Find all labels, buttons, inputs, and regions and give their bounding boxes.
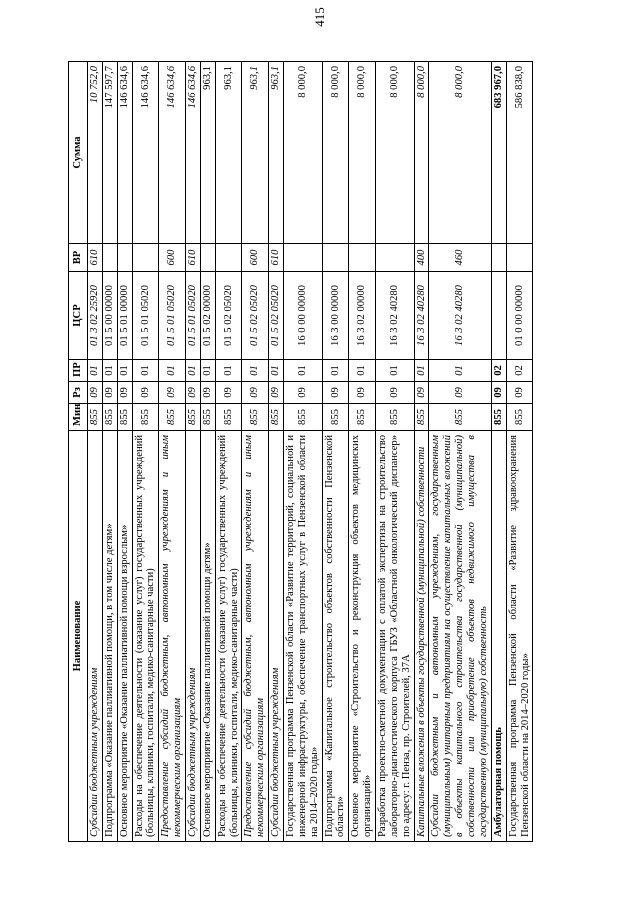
cell-name: Субсидии бюджетным учреждениям (269, 431, 284, 842)
cell-min: 855 (429, 404, 491, 431)
cell-name: Разработка проектно-сметной документации с оплатой экспертизы на строительство лабораторно-диагностического корпуса ГБУЗ «Областной онкологический диспансер» по адресу: г. Пенза, пр. Строителей, 37А (376, 431, 415, 842)
cell-csr: 16 3 02 40280 (429, 272, 491, 360)
rotated-table-wrapper (68, 62, 600, 842)
table-row (269, 62, 284, 842)
cell-min: 855 (414, 404, 429, 431)
cell-rz: 09 (242, 382, 269, 404)
table-row (284, 62, 323, 842)
cell-vr (200, 244, 215, 272)
cell-min: 855 (159, 404, 186, 431)
cell-pr: 01 (322, 360, 349, 382)
cell-sum: 146 634,6 (186, 62, 201, 244)
cell-rz: 09 (215, 382, 242, 404)
cell-min: 855 (269, 404, 284, 431)
table-row (132, 62, 159, 842)
cell-min: 855 (284, 404, 323, 431)
cell-pr: 01 (429, 360, 491, 382)
table-row (322, 62, 349, 842)
cell-pr: 01 (132, 360, 159, 382)
cell-name: Субсидии бюджетным учреждениям (88, 431, 103, 842)
cell-sum: 963,1 (242, 62, 269, 244)
cell-rz: 09 (322, 382, 349, 404)
cell-name: Субсидии бюджетным учреждениям (186, 431, 201, 842)
cell-vr (102, 244, 117, 272)
cell-sum: 147 597,7 (102, 62, 117, 244)
cell-pr: 01 (88, 360, 103, 382)
cell-min: 855 (200, 404, 215, 431)
cell-vr (132, 244, 159, 272)
cell-pr: 01 (349, 360, 376, 382)
cell-name: Амбулаторная помощь (491, 431, 506, 842)
cell-name: Предоставление субсидий бюджетным, автономным учреждениям и иным некоммерческим организациям (242, 431, 269, 842)
cell-sum: 8 000,0 (322, 62, 349, 244)
cell-name: Основное мероприятие «Оказание паллиативной помощи взрослым» (117, 431, 132, 842)
cell-rz: 09 (429, 382, 491, 404)
table-row (376, 62, 415, 842)
cell-vr (322, 244, 349, 272)
cell-sum: 146 634,6 (132, 62, 159, 244)
cell-csr: 01 5 02 05020 (269, 272, 284, 360)
cell-csr: 16 3 00 00000 (322, 272, 349, 360)
cell-pr: 01 (269, 360, 284, 382)
cell-sum: 963,1 (269, 62, 284, 244)
cell-vr: 610 (88, 244, 103, 272)
cell-sum: 586 838,0 (506, 62, 533, 244)
cell-vr: 400 (414, 244, 429, 272)
table-row (429, 62, 491, 842)
cell-rz: 09 (269, 382, 284, 404)
cell-pr: 01 (117, 360, 132, 382)
cell-name: Государственная программа Пензенской области «Развитие территорий, социальной и инженерной инфраструктуры, обеспечение транспортных услуг в Пензенской области на 2014–2020 годы» (284, 431, 323, 842)
cell-pr: 01 (159, 360, 186, 382)
cell-name: Предоставление субсидий бюджетным, автономным учреждениям и иным некоммерческим организациям (159, 431, 186, 842)
header-min: Мин (69, 404, 88, 431)
cell-name: Подпрограмма «Капитальное строительство объектов собственности Пензенской области» (322, 431, 349, 842)
cell-vr: 610 (269, 244, 284, 272)
cell-csr: 01 5 01 00000 (117, 272, 132, 360)
cell-csr: 16 3 02 40280 (376, 272, 415, 360)
table-body (88, 62, 533, 842)
cell-min: 855 (506, 404, 533, 431)
cell-pr: 01 (242, 360, 269, 382)
cell-vr (349, 244, 376, 272)
cell-sum: 146 634,6 (159, 62, 186, 244)
table-row (242, 62, 269, 842)
cell-sum: 8 000,0 (414, 62, 429, 244)
cell-vr (215, 244, 242, 272)
cell-vr: 600 (159, 244, 186, 272)
cell-sum: 146 634,6 (117, 62, 132, 244)
cell-rz: 09 (186, 382, 201, 404)
cell-vr (284, 244, 323, 272)
cell-vr: 610 (186, 244, 201, 272)
cell-rz: 09 (491, 382, 506, 404)
cell-sum: 8 000,0 (376, 62, 415, 244)
cell-rz: 09 (506, 382, 533, 404)
table-row (186, 62, 201, 842)
cell-vr (117, 244, 132, 272)
cell-sum: 8 000,0 (429, 62, 491, 244)
cell-pr: 02 (506, 360, 533, 382)
cell-pr: 01 (376, 360, 415, 382)
cell-rz: 09 (88, 382, 103, 404)
cell-name: Основное мероприятие «Оказание паллиативной помощи детям» (200, 431, 215, 842)
cell-pr: 02 (491, 360, 506, 382)
cell-rz: 09 (414, 382, 429, 404)
cell-csr: 16 3 02 00000 (349, 272, 376, 360)
cell-min: 855 (491, 404, 506, 431)
cell-vr: 460 (429, 244, 491, 272)
header-pr: ПР (69, 360, 88, 382)
table-row (88, 62, 103, 842)
cell-csr: 01 5 01 05020 (186, 272, 201, 360)
cell-pr: 01 (102, 360, 117, 382)
cell-pr: 01 (200, 360, 215, 382)
cell-rz: 09 (102, 382, 117, 404)
cell-sum: 8 000,0 (349, 62, 376, 244)
header-name: Наименование (69, 431, 88, 842)
table-row (349, 62, 376, 842)
cell-rz: 09 (200, 382, 215, 404)
cell-csr: 01 5 01 05020 (132, 272, 159, 360)
header-csr: ЦСР (69, 272, 88, 360)
table-row (102, 62, 117, 842)
cell-name: Расходы на обеспечение деятельности (оказание услуг) государственных учреждений (больницы, клиники, госпитали, медико-санитарные части) (215, 431, 242, 842)
cell-rz: 09 (376, 382, 415, 404)
cell-rz: 09 (284, 382, 323, 404)
cell-csr: 16 0 00 00000 (284, 272, 323, 360)
cell-csr (491, 272, 506, 360)
cell-min: 855 (88, 404, 103, 431)
cell-csr: 01 5 00 00000 (102, 272, 117, 360)
cell-sum: 963,1 (215, 62, 242, 244)
cell-min: 855 (186, 404, 201, 431)
cell-vr: 600 (242, 244, 269, 272)
table-row (117, 62, 132, 842)
cell-min: 855 (376, 404, 415, 431)
cell-name: Субсидии бюджетным и автономным учреждениям, государственным (муниципальным) унитарным предприятиям на осуществление капитальных вложений в объекты капитального строительства государственной (муниципальной) собственности или приобретение объектов недвижимого имущества в государственную (муниципальную) собственность (429, 431, 491, 842)
cell-rz: 09 (132, 382, 159, 404)
table-header-row (69, 62, 88, 842)
header-vr: ВР (69, 244, 88, 272)
cell-vr (376, 244, 415, 272)
cell-csr: 01 5 02 00000 (200, 272, 215, 360)
cell-csr: 01 3 02 25920 (88, 272, 103, 360)
cell-name: Основное мероприятие «Строительство и реконструкция объектов медицинских организаций» (349, 431, 376, 842)
cell-csr: 01 5 02 05020 (242, 272, 269, 360)
table-row (200, 62, 215, 842)
cell-pr: 01 (284, 360, 323, 382)
cell-min: 855 (132, 404, 159, 431)
cell-name: Капитальные вложения в объекты государственной (муниципальной) собственности (414, 431, 429, 842)
cell-rz: 09 (159, 382, 186, 404)
table-row (215, 62, 242, 842)
header-rz: Рз (69, 382, 88, 404)
table-row (159, 62, 186, 842)
cell-sum: 8 000,0 (284, 62, 323, 244)
cell-min: 855 (117, 404, 132, 431)
cell-rz: 09 (349, 382, 376, 404)
cell-csr: 01 5 02 05020 (215, 272, 242, 360)
cell-vr (491, 244, 506, 272)
header-sum: Сумма (69, 62, 88, 244)
cell-pr: 01 (215, 360, 242, 382)
cell-sum: 683 967,0 (491, 62, 506, 244)
cell-min: 855 (215, 404, 242, 431)
cell-pr: 01 (186, 360, 201, 382)
table-row (506, 62, 533, 842)
table-row (414, 62, 429, 842)
cell-sum: 963,1 (200, 62, 215, 244)
cell-csr: 16 3 02 40280 (414, 272, 429, 360)
table-row (491, 62, 506, 842)
page-number: 415 (312, 7, 327, 27)
cell-min: 855 (349, 404, 376, 431)
cell-min: 855 (322, 404, 349, 431)
cell-sum: 10 752,0 (88, 62, 103, 244)
cell-csr: 01 0 00 00000 (506, 272, 533, 360)
cell-min: 855 (102, 404, 117, 431)
cell-rz: 09 (117, 382, 132, 404)
cell-csr: 01 5 01 05020 (159, 272, 186, 360)
cell-vr (506, 244, 533, 272)
cell-name: Расходы на обеспечение деятельности (оказание услуг) государственных учреждений (больницы, клиники, госпитали, медико-санитарные части) (132, 431, 159, 842)
cell-name: Государственная программа Пензенской области «Развитие здравоохранения Пензенской области на 2014–2020 годы» (506, 431, 533, 842)
cell-pr: 01 (414, 360, 429, 382)
budget-table (68, 61, 533, 842)
cell-name: Подпрограмма «Оказание паллиативной помощи, в том числе детям» (102, 431, 117, 842)
cell-min: 855 (242, 404, 269, 431)
